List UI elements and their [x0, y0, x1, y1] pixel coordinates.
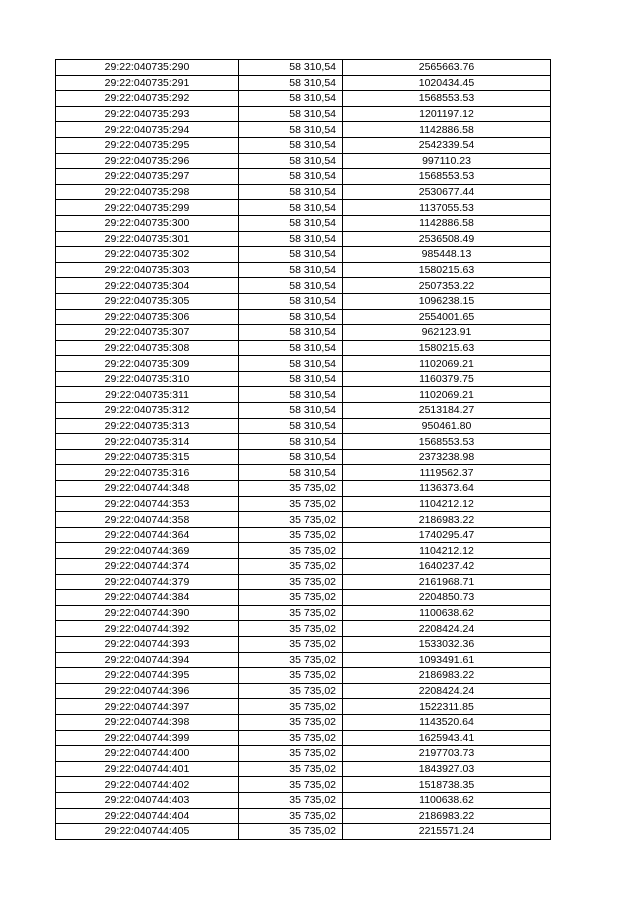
amount-cell: 1104212.12 — [343, 496, 551, 512]
amount-cell: 1100638.62 — [343, 605, 551, 621]
table-row — [56, 730, 551, 746]
amount-cell: 1533032.36 — [343, 636, 551, 652]
value-cell: 35 735,02 — [239, 714, 343, 730]
table-row — [56, 309, 551, 325]
value-cell: 35 735,02 — [239, 746, 343, 762]
value-cell: 58 310,54 — [239, 449, 343, 465]
value-cell: 35 735,02 — [239, 699, 343, 715]
cadastral-number-cell: 29:22:040735:291 — [56, 75, 239, 91]
table-row — [56, 340, 551, 356]
cadastral-number-cell: 29:22:040735:315 — [56, 449, 239, 465]
table-row — [56, 418, 551, 434]
amount-cell: 2507353.22 — [343, 278, 551, 294]
table-row — [56, 792, 551, 808]
table-row — [56, 777, 551, 793]
cadastral-number-cell: 29:22:040744:395 — [56, 668, 239, 684]
value-cell: 58 310,54 — [239, 91, 343, 107]
value-cell: 58 310,54 — [239, 153, 343, 169]
table-row — [56, 559, 551, 575]
table-row — [56, 106, 551, 122]
table-row — [56, 590, 551, 606]
value-cell: 35 735,02 — [239, 668, 343, 684]
cadastral-number-cell: 29:22:040735:295 — [56, 137, 239, 153]
cadastral-number-cell: 29:22:040744:398 — [56, 714, 239, 730]
value-cell: 35 735,02 — [239, 730, 343, 746]
cadastral-number-cell: 29:22:040735:310 — [56, 371, 239, 387]
value-cell: 35 735,02 — [239, 512, 343, 528]
table-row — [56, 137, 551, 153]
table-row — [56, 496, 551, 512]
table-row — [56, 449, 551, 465]
value-cell: 35 735,02 — [239, 621, 343, 637]
amount-cell: 1625943.41 — [343, 730, 551, 746]
amount-cell: 1093491.61 — [343, 652, 551, 668]
amount-cell: 2186983.22 — [343, 808, 551, 824]
value-cell: 58 310,54 — [239, 60, 343, 76]
table-row — [56, 605, 551, 621]
value-cell: 58 310,54 — [239, 122, 343, 138]
value-cell: 35 735,02 — [239, 761, 343, 777]
amount-cell: 1142886.58 — [343, 215, 551, 231]
cadastral-number-cell: 29:22:040735:309 — [56, 356, 239, 372]
cadastral-number-cell: 29:22:040735:290 — [56, 60, 239, 76]
cadastral-number-cell: 29:22:040744:392 — [56, 621, 239, 637]
cadastral-number-cell: 29:22:040744:379 — [56, 574, 239, 590]
table-row — [56, 153, 551, 169]
amount-cell: 2186983.22 — [343, 512, 551, 528]
value-cell: 58 310,54 — [239, 278, 343, 294]
amount-cell: 2513184.27 — [343, 403, 551, 419]
value-cell: 35 735,02 — [239, 777, 343, 793]
value-cell: 58 310,54 — [239, 403, 343, 419]
value-cell: 35 735,02 — [239, 481, 343, 497]
amount-cell: 1137055.53 — [343, 200, 551, 216]
cadastral-number-cell: 29:22:040735:294 — [56, 122, 239, 138]
value-cell: 58 310,54 — [239, 231, 343, 247]
value-cell: 58 310,54 — [239, 356, 343, 372]
amount-cell: 1201197.12 — [343, 106, 551, 122]
value-cell: 35 735,02 — [239, 683, 343, 699]
amount-cell: 1843927.03 — [343, 761, 551, 777]
value-cell: 58 310,54 — [239, 247, 343, 263]
amount-cell: 1518738.35 — [343, 777, 551, 793]
amount-cell: 1102069.21 — [343, 387, 551, 403]
table-row — [56, 636, 551, 652]
table-row — [56, 543, 551, 559]
table-row — [56, 231, 551, 247]
amount-cell: 1136373.64 — [343, 481, 551, 497]
table-row — [56, 91, 551, 107]
cadastral-number-cell: 29:22:040735:302 — [56, 247, 239, 263]
amount-cell: 1580215.63 — [343, 340, 551, 356]
table-row — [56, 824, 551, 840]
table-row — [56, 683, 551, 699]
table-row — [56, 371, 551, 387]
value-cell: 58 310,54 — [239, 340, 343, 356]
amount-cell: 2186983.22 — [343, 668, 551, 684]
amount-cell: 962123.91 — [343, 325, 551, 341]
cadastral-number-cell: 29:22:040744:358 — [56, 512, 239, 528]
amount-cell: 2208424.24 — [343, 621, 551, 637]
value-cell: 35 735,02 — [239, 808, 343, 824]
cadastral-number-cell: 29:22:040744:369 — [56, 543, 239, 559]
cadastral-number-cell: 29:22:040735:316 — [56, 465, 239, 481]
value-cell: 35 735,02 — [239, 527, 343, 543]
table-row — [56, 574, 551, 590]
amount-cell: 997110.23 — [343, 153, 551, 169]
table-row — [56, 652, 551, 668]
value-cell: 58 310,54 — [239, 434, 343, 450]
cadastral-number-cell: 29:22:040735:313 — [56, 418, 239, 434]
table-row — [56, 434, 551, 450]
value-cell: 35 735,02 — [239, 636, 343, 652]
value-cell: 35 735,02 — [239, 496, 343, 512]
value-cell: 58 310,54 — [239, 215, 343, 231]
cadastral-number-cell: 29:22:040744:394 — [56, 652, 239, 668]
cadastral-number-cell: 29:22:040744:364 — [56, 527, 239, 543]
value-cell: 58 310,54 — [239, 106, 343, 122]
cadastral-number-cell: 29:22:040744:397 — [56, 699, 239, 715]
amount-cell: 2373238.98 — [343, 449, 551, 465]
cadastral-number-cell: 29:22:040735:312 — [56, 403, 239, 419]
cadastral-number-cell: 29:22:040744:353 — [56, 496, 239, 512]
amount-cell: 985448.13 — [343, 247, 551, 263]
value-cell: 35 735,02 — [239, 605, 343, 621]
cadastral-number-cell: 29:22:040735:304 — [56, 278, 239, 294]
cadastral-number-cell: 29:22:040744:384 — [56, 590, 239, 606]
table-row — [56, 668, 551, 684]
table-row — [56, 761, 551, 777]
cadastral-number-cell: 29:22:040735:300 — [56, 215, 239, 231]
amount-cell: 1100638.62 — [343, 792, 551, 808]
amount-cell: 2542339.54 — [343, 137, 551, 153]
table-row — [56, 200, 551, 216]
value-cell: 35 735,02 — [239, 652, 343, 668]
value-cell: 58 310,54 — [239, 371, 343, 387]
cadastral-number-cell: 29:22:040735:293 — [56, 106, 239, 122]
table-row — [56, 215, 551, 231]
table-row — [56, 293, 551, 309]
amount-cell: 1580215.63 — [343, 262, 551, 278]
cadastral-number-cell: 29:22:040735:299 — [56, 200, 239, 216]
cadastral-number-cell: 29:22:040735:305 — [56, 293, 239, 309]
value-cell: 58 310,54 — [239, 262, 343, 278]
table-row — [56, 387, 551, 403]
amount-cell: 1522311.85 — [343, 699, 551, 715]
amount-cell: 1119562.37 — [343, 465, 551, 481]
table-row — [56, 481, 551, 497]
value-cell: 58 310,54 — [239, 387, 343, 403]
table-row — [56, 278, 551, 294]
table-row — [56, 527, 551, 543]
cadastral-number-cell: 29:22:040744:396 — [56, 683, 239, 699]
table-row — [56, 746, 551, 762]
cadastral-number-cell: 29:22:040735:303 — [56, 262, 239, 278]
amount-cell: 1096238.15 — [343, 293, 551, 309]
cadastral-number-cell: 29:22:040735:296 — [56, 153, 239, 169]
amount-cell: 2197703.73 — [343, 746, 551, 762]
amount-cell: 1020434.45 — [343, 75, 551, 91]
amount-cell: 1104212.12 — [343, 543, 551, 559]
value-cell: 58 310,54 — [239, 418, 343, 434]
amount-cell: 1568553.53 — [343, 434, 551, 450]
value-cell: 58 310,54 — [239, 465, 343, 481]
amount-cell: 2204850.73 — [343, 590, 551, 606]
amount-cell: 1740295.47 — [343, 527, 551, 543]
cadastral-number-cell: 29:22:040735:292 — [56, 91, 239, 107]
amount-cell: 2530677.44 — [343, 184, 551, 200]
cadastral-number-cell: 29:22:040744:403 — [56, 792, 239, 808]
value-cell: 58 310,54 — [239, 137, 343, 153]
table-row — [56, 699, 551, 715]
cadastral-number-cell: 29:22:040744:390 — [56, 605, 239, 621]
cadastral-number-cell: 29:22:040744:404 — [56, 808, 239, 824]
amount-cell: 2536508.49 — [343, 231, 551, 247]
table-row — [56, 356, 551, 372]
table-row — [56, 403, 551, 419]
amount-cell: 2208424.24 — [343, 683, 551, 699]
cadastral-number-cell: 29:22:040735:307 — [56, 325, 239, 341]
table-row — [56, 465, 551, 481]
cadastral-number-cell: 29:22:040735:297 — [56, 169, 239, 185]
amount-cell: 1568553.53 — [343, 169, 551, 185]
cadastral-number-cell: 29:22:040735:314 — [56, 434, 239, 450]
cadastral-number-cell: 29:22:040735:301 — [56, 231, 239, 247]
value-cell: 58 310,54 — [239, 325, 343, 341]
amount-cell: 2215571.24 — [343, 824, 551, 840]
amount-cell: 2554001.65 — [343, 309, 551, 325]
cadastral-number-cell: 29:22:040744:402 — [56, 777, 239, 793]
cadastral-number-cell: 29:22:040735:308 — [56, 340, 239, 356]
amount-cell: 1102069.21 — [343, 356, 551, 372]
value-cell: 35 735,02 — [239, 543, 343, 559]
table-row — [56, 621, 551, 637]
table-row — [56, 714, 551, 730]
table-row — [56, 169, 551, 185]
cadastral-number-cell: 29:22:040735:298 — [56, 184, 239, 200]
amount-cell: 2565663.76 — [343, 60, 551, 76]
document-page — [55, 59, 550, 840]
table-row — [56, 808, 551, 824]
table-row — [56, 75, 551, 91]
value-cell: 35 735,02 — [239, 590, 343, 606]
table-row — [56, 184, 551, 200]
value-cell: 35 735,02 — [239, 559, 343, 575]
value-cell: 35 735,02 — [239, 792, 343, 808]
amount-cell: 1568553.53 — [343, 91, 551, 107]
value-cell: 58 310,54 — [239, 293, 343, 309]
cadastral-number-cell: 29:22:040735:311 — [56, 387, 239, 403]
amount-cell: 2161968.71 — [343, 574, 551, 590]
cadastral-number-cell: 29:22:040744:374 — [56, 559, 239, 575]
amount-cell: 1143520.64 — [343, 714, 551, 730]
value-cell: 58 310,54 — [239, 75, 343, 91]
cadastral-number-cell: 29:22:040744:399 — [56, 730, 239, 746]
table-row — [56, 262, 551, 278]
value-cell: 58 310,54 — [239, 184, 343, 200]
table-row — [56, 60, 551, 76]
value-cell: 58 310,54 — [239, 169, 343, 185]
amount-cell: 950461.80 — [343, 418, 551, 434]
table-row — [56, 512, 551, 528]
table-row — [56, 122, 551, 138]
table-row — [56, 247, 551, 263]
table-body — [56, 60, 551, 840]
cadastral-number-cell: 29:22:040744:393 — [56, 636, 239, 652]
value-cell: 58 310,54 — [239, 200, 343, 216]
value-cell: 35 735,02 — [239, 824, 343, 840]
cadastral-number-cell: 29:22:040744:348 — [56, 481, 239, 497]
amount-cell: 1640237.42 — [343, 559, 551, 575]
cadastral-number-cell: 29:22:040744:405 — [56, 824, 239, 840]
cadastral-value-table — [55, 59, 551, 840]
amount-cell: 1142886.58 — [343, 122, 551, 138]
cadastral-number-cell: 29:22:040735:306 — [56, 309, 239, 325]
amount-cell: 1160379.75 — [343, 371, 551, 387]
value-cell: 58 310,54 — [239, 309, 343, 325]
cadastral-number-cell: 29:22:040744:400 — [56, 746, 239, 762]
table-row — [56, 325, 551, 341]
value-cell: 35 735,02 — [239, 574, 343, 590]
cadastral-number-cell: 29:22:040744:401 — [56, 761, 239, 777]
